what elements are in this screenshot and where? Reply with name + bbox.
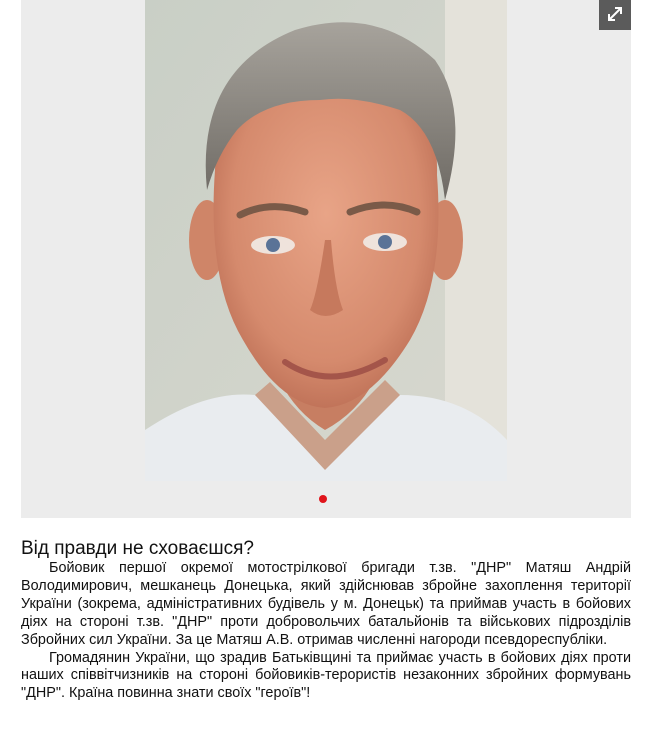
fullscreen-button[interactable] — [599, 0, 631, 30]
article-title: Від правди не сховаєшся? — [21, 538, 254, 559]
portrait-photo[interactable] — [145, 0, 507, 481]
photo-gallery — [21, 0, 631, 518]
expand-icon — [599, 0, 631, 30]
article — [21, 538, 631, 703]
article-paragraph-2: Громадянин України, що зрадив Батьківщині та приймає участь в бойових діях проти наших співвітчизників на стороні бойовиків-терористів незаконних збройних формувань "ДНР". Країна повинна знати своїх "героїв"! — [21, 649, 631, 702]
portrait-image — [145, 0, 507, 481]
article-paragraph-1: Бойовик першої окремої мотострілкової бригади т.зв. "ДНР" Матяш Андрій Володимирович, мешканець Донецька, який здійснював збройне захоплення території України (зокрема, адміністративних будівель у м. Донецьк) та приймав участь в бойових діях на стороні т.зв. "ДНР" проти добровольчих батальйонів та військових підрозділів Збройних сил України. За це Матяш А.В. отримав численні нагороди псевдореспубліки. — [21, 560, 631, 648]
slide-indicator-dot[interactable] — [319, 495, 327, 503]
